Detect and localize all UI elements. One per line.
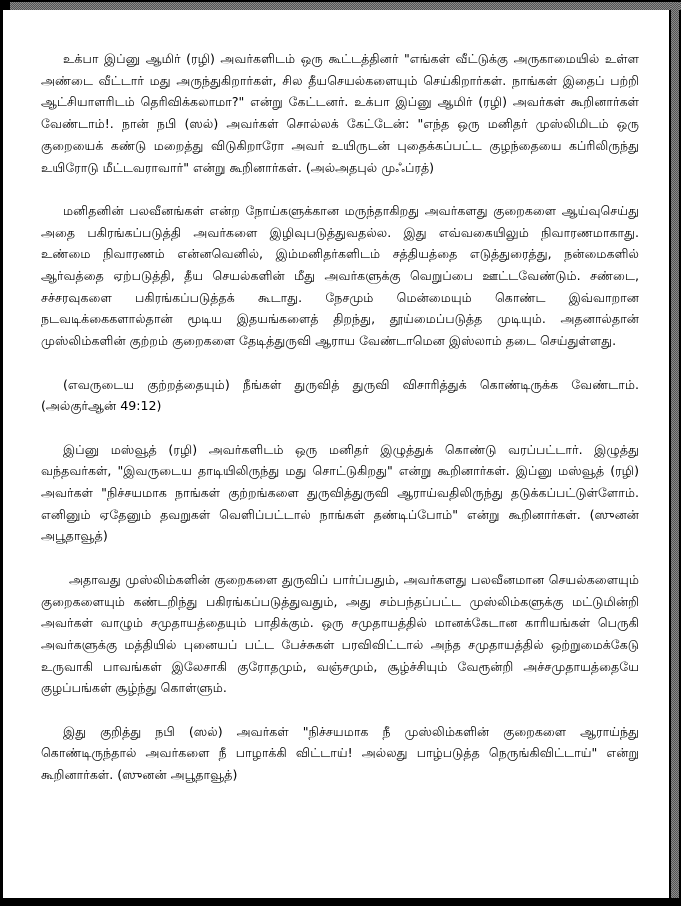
document-body: [41, 48, 639, 808]
paragraph-remedy: மனிதனின் பலவீனங்கள் என்ற நோய்களுக்கான மருந்தாகிறது அவர்களது குறைகளை ஆய்வுசெய்து அதை பகிரங்கப்படுத்தி அவர்களை இழிவுபடுத்துவதல்ல. இது எவ்வகையிலும் நிவாரணமாகாது. உண்மை நிவாரணம் என்னவெனில், இம்மனிதர்களிடம் சத்தியத்தை எடுத்துரைத்து, நன்மைகளில் ஆர்வத்தை ஏற்படுத்தி, தீய செயல்களின் மீது அவர்களுக்கு வெறுப்பை ஊட்டவேண்டும். சண்டை, சச்சரவுகளை பகிரங்கப்படுத்தக் கூடாது. நேசமும் மென்மையும் கொண்ட இவ்வாறான நடவடிக்கைகளால்தான் மூடிய இதயங்களைத் திறந்து, தூய்மைப்படுத்த முடியும். அதனால்தான் முஸ்லிம்களின் குற்றம் குறைகளை தேடித்துருவி ஆராய வேண்டாமென இஸ்லாம் தடை செய்துள்ளது.: [41, 202, 639, 349]
paragraph-hadith-prophet: இது குறித்து நபி (ஸல்) அவர்கள் "நிச்சயமாக நீ முஸ்லிம்களின் குறைகளை ஆராய்ந்து கொண்டிருந்தால் அவர்களை நீ பாழாக்கி விட்டாய்! அல்லது பாழ்படுத்த நெருங்கிவிட்டாய்" என்று கூறினார்கள். (ஸுனன் அபூதாவூத்): [41, 723, 639, 783]
document-page: [3, 10, 669, 898]
paragraph-hadith-ibn-masud: இப்னு மஸ்வூத் (ரழி) அவர்களிடம் ஒரு மனிதர் இழுத்துக் கொண்டு வரப்பட்டார். இழுத்து வந்தவர்கள், "இவருடைய தாடியிலிருந்து மது சொட்டுகிறது" என்று கூறினார்கள். இப்னு மஸ்வூத் (ரழி) அவர்கள் "நிச்சயமாக நாங்கள் குற்றங்களை துருவித்துருவி ஆராய்வதிலிருந்து தடுக்கப்பட்டுள்ளோம். எனினும் ஏதேனும் தவறுகள் வெளிப்பட்டால் நாங்கள் தண்டிப்போம்" என்று கூறினார்கள். (ஸுனன் அபூதாவூத்): [41, 441, 639, 544]
paragraph-quran-verse: (எவருடைய குற்றத்தையும்) நீங்கள் துருவித் துருவி விசாரித்துக் கொண்டிருக்க வேண்டாம். (அல்குர்ஆன் 49:12): [41, 376, 639, 414]
paragraph-hadith-uqba: உக்பா இப்னு ஆமிர் (ரழி) அவர்களிடம் ஒரு கூட்டத்தினர் "எங்கள் வீட்டுக்கு அருகாமையில் உள்ள அண்டை வீட்டார் மது அருந்துகிறார்கள், சில தீயசெயல்களையும் செய்கிறார்கள். நாங்கள் இதைப் பற்றி ஆட்சியாளரிடம் தெரிவிக்கலாமா?" என்று கேட்டனர். உக்பா இப்னு ஆமிர் (ரழி) அவர்கள் கூறினார்கள் வேண்டாம்!. நான் நபி (ஸல்) அவர்கள் சொல்லக் கேட்டேன்: "எந்த ஒரு மனிதர் முஸ்லிமிடம் ஒரு குறையைக் கண்டு மறைத்து விடுகிறாரோ அவர் உயிருடன் புதைக்கப்பட்ட குழந்தையை கப்ரிலிருந்து உயிரோடு மீட்டவராவார்" என்று கூறினார்கள். (அல்அதபுல் முஃப்ரத்): [41, 51, 639, 175]
page-shadow-top: [10, 2, 681, 10]
paragraph-consequences: அதாவது முஸ்லிம்களின் குறைகளை துருவிப் பார்ப்பதும், அவர்களது பலவீனமான செயல்களையும் குறைகளையும் கண்டறிந்து பகிரங்கப்படுத்துவதும், அது சம்பந்தப்பட்ட முஸ்லிம்களுக்கு மட்டுமின்றி அவர்கள் வாழும் சமுதாயத்தையும் பாதிக்கும். ஒரு சமுதாயத்தில் மானக்கேடான காரியங்கள் பெருகி அவர்களுக்கு மத்தியில் புனையப் பட்ட பேச்சுகள் பரவிவிட்டால் அந்த சமுதாயத்தில் ஒற்றுமைக்கேடு உருவாகி பாவங்கள் இலேசாகி குரோதமும், வஞ்சமும், சூழ்ச்சியும் வேரூன்றி அச்சமுதாயத்தையே குழப்பங்கள் சூழ்ந்து கொள்ளும்.: [41, 571, 639, 696]
page-shadow-right: [671, 2, 679, 898]
